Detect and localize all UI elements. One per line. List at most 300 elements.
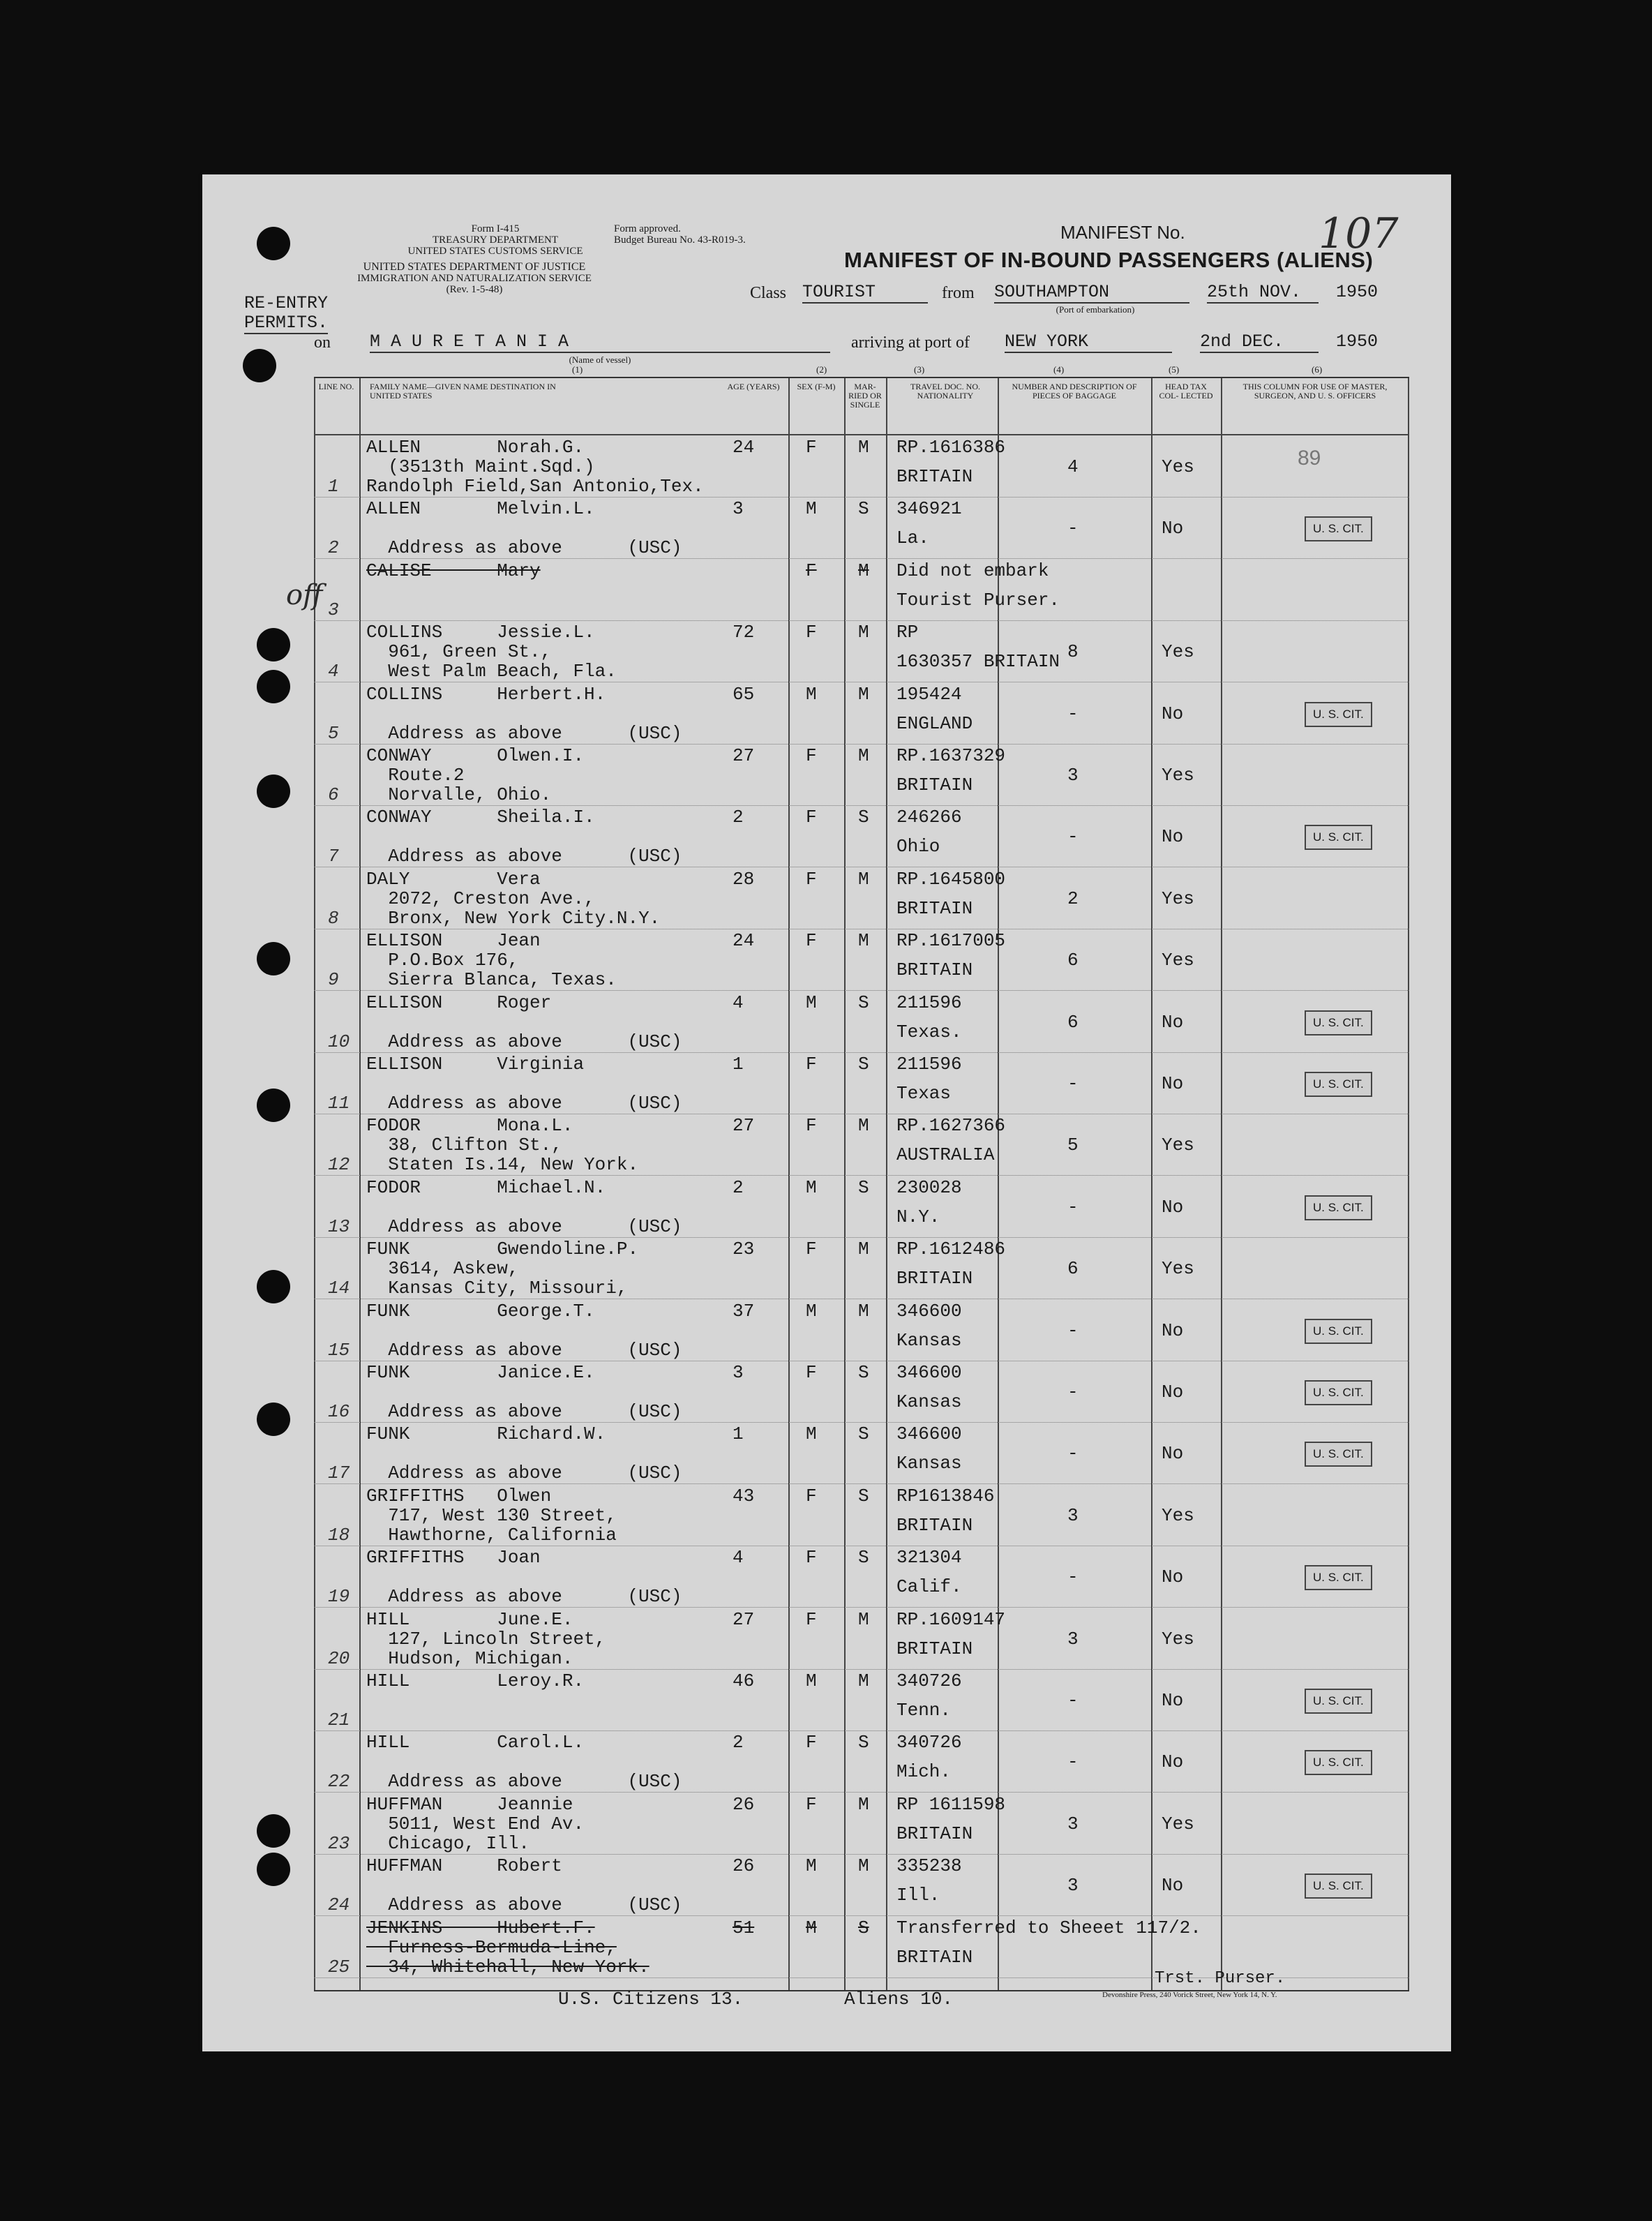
nationality: Calif.: [896, 1576, 962, 1598]
baggage-cell: -: [1067, 826, 1079, 848]
head-tax-cell: No: [1162, 1073, 1184, 1094]
age-cell: 24: [733, 437, 755, 458]
table-row: [314, 744, 1409, 806]
address-line: Address as above (USC): [366, 1401, 682, 1422]
travel-doc: 346600: [896, 1300, 962, 1322]
sex-cell: F: [806, 622, 817, 643]
class-label: Class: [750, 284, 787, 302]
head-tax-cell: No: [1162, 1566, 1184, 1588]
us-cit-stamp: U. S. CIT.: [1305, 1442, 1372, 1467]
marital-cell: M: [858, 868, 869, 890]
age-cell: 2: [733, 1732, 744, 1753]
passenger-name: FODOR Mona.L.: [366, 1115, 573, 1137]
head-tax-cell: Yes: [1162, 765, 1194, 786]
depart-date: 25th NOV.: [1207, 282, 1319, 304]
address-line: Address as above (USC): [366, 537, 682, 559]
port-embark-note: (Port of embarkation): [1056, 304, 1135, 315]
address-line: P.O.Box 176,: [366, 950, 519, 971]
table-row: [314, 1299, 1409, 1361]
nationality: Kansas: [896, 1329, 962, 1351]
table-row: [314, 1484, 1409, 1546]
head-tax-cell: Yes: [1162, 1504, 1194, 1526]
baggage-cell: -: [1067, 1382, 1079, 1403]
us-cit-stamp: U. S. CIT.: [1305, 1380, 1372, 1405]
marital-cell: M: [858, 622, 869, 643]
line-number: 8: [328, 907, 339, 929]
line-number: 21: [328, 1710, 350, 1730]
table-row: [314, 805, 1409, 867]
age-cell: 51: [733, 1917, 755, 1938]
col-header-travel: TRAVEL DOC. NO. NATIONALITY: [910, 382, 980, 401]
vessel-note: (Name of vessel): [569, 354, 631, 365]
table-row: [314, 1669, 1409, 1731]
line-number: 14: [328, 1278, 350, 1299]
vessel-name: M A U R E T A N I A: [370, 331, 830, 353]
sex-cell: F: [806, 560, 817, 581]
passenger-name: ALLEN Melvin.L.: [366, 498, 595, 520]
line-number: 6: [328, 784, 339, 805]
line-number: 17: [328, 1463, 350, 1484]
head-tax-cell: No: [1162, 1875, 1184, 1897]
binder-hole: [257, 670, 290, 703]
head-tax-cell: No: [1162, 703, 1184, 724]
aliens-count: Aliens 10.: [844, 1989, 954, 2010]
line-number: 16: [328, 1401, 350, 1422]
baggage-cell: -: [1067, 1690, 1079, 1711]
baggage-cell: 3: [1067, 1813, 1079, 1834]
address-line: Kansas City, Missouri,: [366, 1278, 628, 1299]
sex-cell: F: [806, 1239, 817, 1260]
nationality: ENGLAND: [896, 712, 973, 734]
table-row: [314, 1361, 1409, 1423]
line-number: 12: [328, 1154, 350, 1176]
binder-hole: [257, 1403, 290, 1436]
page-title: MANIFEST OF IN-BOUND PASSENGERS (ALIENS): [844, 248, 1374, 272]
marital-cell: S: [858, 498, 869, 520]
nationality: Ohio: [896, 836, 940, 858]
address-line: Furness-Bermuda-Line,: [366, 1936, 617, 1958]
line-number: 19: [328, 1586, 350, 1608]
sex-cell: F: [806, 1115, 817, 1137]
line-number: 2: [328, 537, 339, 559]
table-row: [314, 682, 1409, 745]
sex-cell: F: [806, 1732, 817, 1753]
baggage-cell: 3: [1067, 765, 1079, 786]
head-tax-cell: No: [1162, 1443, 1184, 1465]
form-approved: Form approved.: [614, 223, 681, 234]
head-tax-cell: Yes: [1162, 1258, 1194, 1280]
address-line: Route.2: [366, 765, 465, 786]
sex-cell: M: [806, 1423, 817, 1445]
passenger-name: ELLISON Virginia: [366, 1054, 585, 1075]
permits-label: PERMITS.: [244, 313, 329, 333]
address-line: Bronx, New York City.N.Y.: [366, 907, 661, 929]
binder-hole: [257, 628, 290, 661]
travel-doc: RP.1617005: [896, 930, 1006, 952]
line-number: 22: [328, 1771, 350, 1793]
nationality: BRITAIN: [896, 1823, 973, 1844]
address-line: Sierra Blanca, Texas.: [366, 969, 617, 991]
passenger-name: COLLINS Jessie.L.: [366, 622, 595, 643]
address-line: 38, Clifton St.,: [366, 1135, 562, 1156]
marital-cell: S: [858, 807, 869, 828]
nationality: Kansas: [896, 1453, 962, 1474]
travel-doc: 346600: [896, 1423, 962, 1445]
col-num-2: (2): [816, 364, 827, 375]
marital-cell: M: [858, 437, 869, 458]
address-line: Randolph Field,San Antonio,Tex.: [366, 476, 704, 497]
us-cit-stamp: U. S. CIT.: [1305, 1750, 1372, 1775]
sex-cell: F: [806, 1608, 817, 1630]
age-cell: 65: [733, 683, 755, 705]
nationality: AUSTRALIA: [896, 1144, 995, 1166]
baggage-cell: -: [1067, 518, 1079, 539]
marital-cell: S: [858, 1423, 869, 1445]
nationality: BRITAIN: [896, 897, 973, 919]
head-tax-cell: No: [1162, 518, 1184, 539]
table-row: [314, 1854, 1409, 1916]
us-cit-stamp: U. S. CIT.: [1305, 1195, 1372, 1220]
address-line: 717, West 130 Street,: [366, 1504, 617, 1526]
age-cell: 4: [733, 992, 744, 1013]
budget-number: Budget Bureau No. 43-R019-3.: [614, 234, 746, 246]
marital-cell: S: [858, 1547, 869, 1569]
age-cell: 2: [733, 1176, 744, 1198]
manifest-page: [202, 174, 1451, 2051]
passenger-name: ELLISON Jean: [366, 930, 541, 952]
binder-hole: [257, 775, 290, 808]
sex-cell: M: [806, 683, 817, 705]
binder-hole: [243, 349, 276, 382]
line-number: 13: [328, 1216, 350, 1237]
table-row: [314, 559, 1409, 621]
passenger-name: COLLINS Herbert.H.: [366, 683, 606, 705]
table-row: [314, 1237, 1409, 1299]
us-cit-stamp: U. S. CIT.: [1305, 1689, 1372, 1714]
address-line: 3614, Askew,: [366, 1258, 519, 1280]
line-number: 18: [328, 1524, 350, 1546]
address-line: Staten Is.14, New York.: [366, 1154, 639, 1176]
col-header-married: MAR- RIED OR SINGLE: [848, 382, 882, 410]
address-line: Address as above (USC): [366, 1216, 682, 1237]
passenger-name: FUNK Janice.E.: [366, 1362, 595, 1383]
nationality: BRITAIN: [896, 959, 973, 981]
justice-dept: UNITED STATES DEPARTMENT OF JUSTICE: [363, 261, 586, 273]
sex-cell: M: [806, 1176, 817, 1198]
col-header-officers: THIS COLUMN FOR USE OF MASTER, SURGEON, AND U. S. OFFICERS: [1242, 382, 1388, 401]
address-line: Address as above (USC): [366, 846, 682, 867]
col-num-5: (5): [1169, 364, 1180, 375]
reentry-label: RE-ENTRY: [244, 293, 329, 313]
passenger-name: HUFFMAN Robert: [366, 1855, 562, 1877]
line-number: 23: [328, 1832, 350, 1854]
table-row: [314, 1176, 1409, 1238]
us-cit-stamp: U. S. CIT.: [1305, 1319, 1372, 1344]
age-cell: 3: [733, 498, 744, 520]
head-tax-cell: No: [1162, 1011, 1184, 1033]
age-cell: 26: [733, 1855, 755, 1877]
table-row: [314, 620, 1409, 682]
age-cell: 4: [733, 1547, 744, 1569]
sex-cell: M: [806, 1300, 817, 1322]
marital-cell: S: [858, 1362, 869, 1383]
travel-doc: 230028: [896, 1176, 962, 1198]
head-tax-cell: Yes: [1162, 950, 1194, 971]
travel-doc: 346921: [896, 498, 962, 520]
marital-cell: M: [858, 1855, 869, 1877]
stamp-89: 89: [1298, 447, 1321, 470]
age-cell: 28: [733, 868, 755, 890]
travel-doc: 211596: [896, 1054, 962, 1075]
passenger-name: CONWAY Sheila.I.: [366, 807, 595, 828]
binder-hole: [257, 1089, 290, 1122]
on-label: on: [314, 334, 331, 352]
depart-year: 1950: [1336, 282, 1379, 302]
passenger-name: CALISE Mary: [366, 560, 541, 581]
nationality: La.: [896, 528, 929, 549]
col-num-6: (6): [1312, 364, 1323, 375]
passenger-name: JENKINS Hubert.F.: [366, 1917, 595, 1938]
passenger-name: HILL Leroy.R.: [366, 1670, 585, 1691]
head-tax-cell: Yes: [1162, 1628, 1194, 1650]
sex-cell: M: [806, 1670, 817, 1691]
table-row: [314, 1422, 1409, 1484]
travel-doc: RP.1616386: [896, 437, 1006, 458]
baggage-cell: 4: [1067, 456, 1079, 477]
sex-cell: M: [806, 992, 817, 1013]
travel-doc: 246266: [896, 807, 962, 828]
baggage-cell: 3: [1067, 1628, 1079, 1650]
sex-cell: F: [806, 1547, 817, 1569]
age-cell: 23: [733, 1239, 755, 1260]
head-tax-cell: No: [1162, 1751, 1184, 1773]
col-num-4: (4): [1053, 364, 1065, 375]
travel-doc: 195424: [896, 683, 962, 705]
passenger-name: HUFFMAN Jeannie: [366, 1793, 573, 1815]
binder-hole: [257, 942, 290, 975]
line-number: 20: [328, 1647, 350, 1669]
age-cell: 1: [733, 1423, 744, 1445]
marital-cell: M: [858, 560, 869, 581]
col-header-sex: SEX (F-M): [797, 382, 836, 391]
travel-doc: 321304: [896, 1547, 962, 1569]
age-cell: 26: [733, 1793, 755, 1815]
travel-doc: Did not embark: [896, 560, 1049, 581]
address-line: Address as above (USC): [366, 1894, 682, 1916]
age-cell: 37: [733, 1300, 755, 1322]
travel-doc: 346600: [896, 1362, 962, 1383]
passenger-name: CONWAY Olwen.I.: [366, 745, 585, 766]
marital-cell: M: [858, 1670, 869, 1691]
nationality: BRITAIN: [896, 1638, 973, 1659]
line-number: 4: [328, 661, 339, 682]
marital-cell: M: [858, 683, 869, 705]
travel-doc: 211596: [896, 992, 962, 1013]
table-row: [314, 991, 1409, 1053]
baggage-cell: -: [1067, 1751, 1079, 1773]
address-line: Address as above (USC): [366, 1586, 682, 1608]
line-number: 7: [328, 846, 339, 867]
passenger-name: GRIFFITHS Joan: [366, 1547, 541, 1569]
head-tax-cell: No: [1162, 1382, 1184, 1403]
travel-doc: 340726: [896, 1670, 962, 1691]
off-annotation: off: [286, 579, 323, 611]
us-cit-stamp: U. S. CIT.: [1305, 516, 1372, 541]
baggage-cell: 6: [1067, 1011, 1079, 1033]
line-number: 3: [328, 599, 339, 620]
head-tax-cell: No: [1162, 1196, 1184, 1218]
address-line: 127, Lincoln Street,: [366, 1628, 606, 1650]
baggage-cell: 8: [1067, 641, 1079, 663]
passenger-name: FUNK Gwendoline.P.: [366, 1239, 639, 1260]
marital-cell: S: [858, 1054, 869, 1075]
passenger-name: ALLEN Norah.G.: [366, 437, 585, 458]
travel-doc: 340726: [896, 1732, 962, 1753]
baggage-cell: 3: [1067, 1875, 1079, 1897]
table-row: [314, 435, 1409, 498]
nationality: Tenn.: [896, 1700, 952, 1721]
nationality: 1630357 BRITAIN: [896, 651, 1060, 673]
line-number: 9: [328, 969, 339, 991]
sex-cell: M: [806, 1855, 817, 1877]
sex-cell: F: [806, 1054, 817, 1075]
table-row: [314, 1608, 1409, 1670]
class-value: TOURIST: [802, 282, 928, 304]
age-cell: 72: [733, 622, 755, 643]
binder-hole: [257, 1270, 290, 1303]
nationality: Tourist Purser.: [896, 589, 1060, 611]
address-line: 5011, West End Av.: [366, 1813, 585, 1834]
address-line: Address as above (USC): [366, 1093, 682, 1114]
line-number: 5: [328, 722, 339, 744]
head-tax-cell: No: [1162, 1319, 1184, 1341]
passenger-name: HILL Carol.L.: [366, 1732, 585, 1753]
sex-cell: F: [806, 868, 817, 890]
binder-hole: [257, 227, 290, 260]
marital-cell: M: [858, 1608, 869, 1630]
travel-doc: RP: [896, 622, 919, 643]
address-line: 34, Whitehall, New York.: [366, 1956, 649, 1977]
head-tax-cell: Yes: [1162, 888, 1194, 909]
sex-cell: M: [806, 498, 817, 520]
baggage-cell: -: [1067, 1566, 1079, 1588]
address-line: Address as above (USC): [366, 1771, 682, 1793]
table-row: [314, 929, 1409, 991]
marital-cell: S: [858, 1732, 869, 1753]
baggage-cell: -: [1067, 1319, 1079, 1341]
travel-doc: RP.1637329: [896, 745, 1006, 766]
sex-cell: F: [806, 1485, 817, 1506]
table-row: [314, 497, 1409, 559]
head-tax-cell: No: [1162, 826, 1184, 848]
nationality: BRITAIN: [896, 775, 973, 795]
passenger-name: FODOR Michael.N.: [366, 1176, 606, 1198]
passenger-name: GRIFFITHS Olwen: [366, 1485, 552, 1506]
line-number: 24: [328, 1894, 350, 1916]
line-number: 11: [328, 1093, 350, 1114]
table-row: [314, 1114, 1409, 1176]
binder-hole: [257, 1853, 290, 1886]
passenger-name: FUNK Richard.W.: [366, 1423, 606, 1445]
travel-doc: RP.1612486: [896, 1239, 1006, 1260]
age-cell: 27: [733, 1608, 755, 1630]
table-row: [314, 867, 1409, 929]
from-label: from: [942, 284, 975, 302]
arrival-date: 2nd DEC.: [1200, 331, 1319, 353]
address-line: Address as above (USC): [366, 722, 682, 744]
marital-cell: M: [858, 745, 869, 766]
sex-cell: F: [806, 807, 817, 828]
justice-block: [307, 262, 642, 295]
passenger-name: DALY Vera: [366, 868, 541, 890]
trst-purser: Trst. Purser.: [1155, 1969, 1286, 1988]
baggage-cell: -: [1067, 1443, 1079, 1465]
travel-doc: RP.1627366: [896, 1115, 1006, 1137]
arrival-year: 1950: [1336, 331, 1379, 352]
marital-cell: S: [858, 1917, 869, 1938]
col-num-1: (1): [572, 364, 583, 375]
baggage-cell: 2: [1067, 888, 1079, 909]
address-line: (3513th Maint.Sqd.): [366, 456, 595, 477]
address-line: Address as above (USC): [366, 1031, 682, 1052]
nationality: BRITAIN: [896, 1946, 973, 1968]
nationality: BRITAIN: [896, 1514, 973, 1536]
sex-cell: M: [806, 1917, 817, 1938]
arriving-label: arriving at port of: [851, 334, 970, 352]
marital-cell: M: [858, 1115, 869, 1137]
treasury-dept: TREASURY DEPARTMENT: [432, 234, 559, 246]
marital-cell: M: [858, 1793, 869, 1815]
manifest-no-label: MANIFEST No.: [1060, 222, 1185, 243]
baggage-cell: -: [1067, 1196, 1079, 1218]
head-tax-cell: Yes: [1162, 1135, 1194, 1156]
line-number: 15: [328, 1339, 350, 1361]
table-row: [314, 1793, 1409, 1855]
form-number: Form I-415: [471, 223, 520, 234]
us-cit-stamp: U. S. CIT.: [1305, 1874, 1372, 1899]
travel-doc: RP.1609147: [896, 1608, 1006, 1630]
baggage-cell: 6: [1067, 1258, 1079, 1280]
nationality: Kansas: [896, 1391, 962, 1412]
table-row: [314, 1730, 1409, 1793]
address-line: Hawthorne, California: [366, 1524, 617, 1546]
sex-cell: F: [806, 1793, 817, 1815]
col-num-3: (3): [914, 364, 925, 375]
address-line: Address as above (USC): [366, 1339, 682, 1361]
travel-doc: RP.1645800: [896, 868, 1006, 890]
col-header-age: AGE (YEARS): [727, 382, 780, 391]
head-tax-cell: Yes: [1162, 1813, 1194, 1834]
printer-imprint: Devonshire Press, 240 Vorick Street, New York 14, N. Y.: [1102, 1991, 1277, 1999]
passenger-name: ELLISON Roger: [366, 992, 552, 1013]
marital-cell: M: [858, 1239, 869, 1260]
address-line: 961, Green St.,: [366, 641, 552, 663]
col-header-line: LINE NO.: [318, 382, 354, 391]
line-number: 10: [328, 1031, 350, 1052]
table-row: [314, 1546, 1409, 1608]
baggage-cell: 5: [1067, 1135, 1079, 1156]
nationality: Texas: [896, 1083, 952, 1104]
age-cell: 3: [733, 1362, 744, 1383]
marital-cell: S: [858, 1485, 869, 1506]
marital-cell: S: [858, 1176, 869, 1198]
address-line: West Palm Beach, Fla.: [366, 661, 617, 682]
head-tax-cell: Yes: [1162, 456, 1194, 477]
manifest-number: 107: [1319, 209, 1399, 258]
nationality: Ill.: [896, 1885, 940, 1906]
nationality: BRITAIN: [896, 466, 973, 487]
us-cit-stamp: U. S. CIT.: [1305, 702, 1372, 727]
